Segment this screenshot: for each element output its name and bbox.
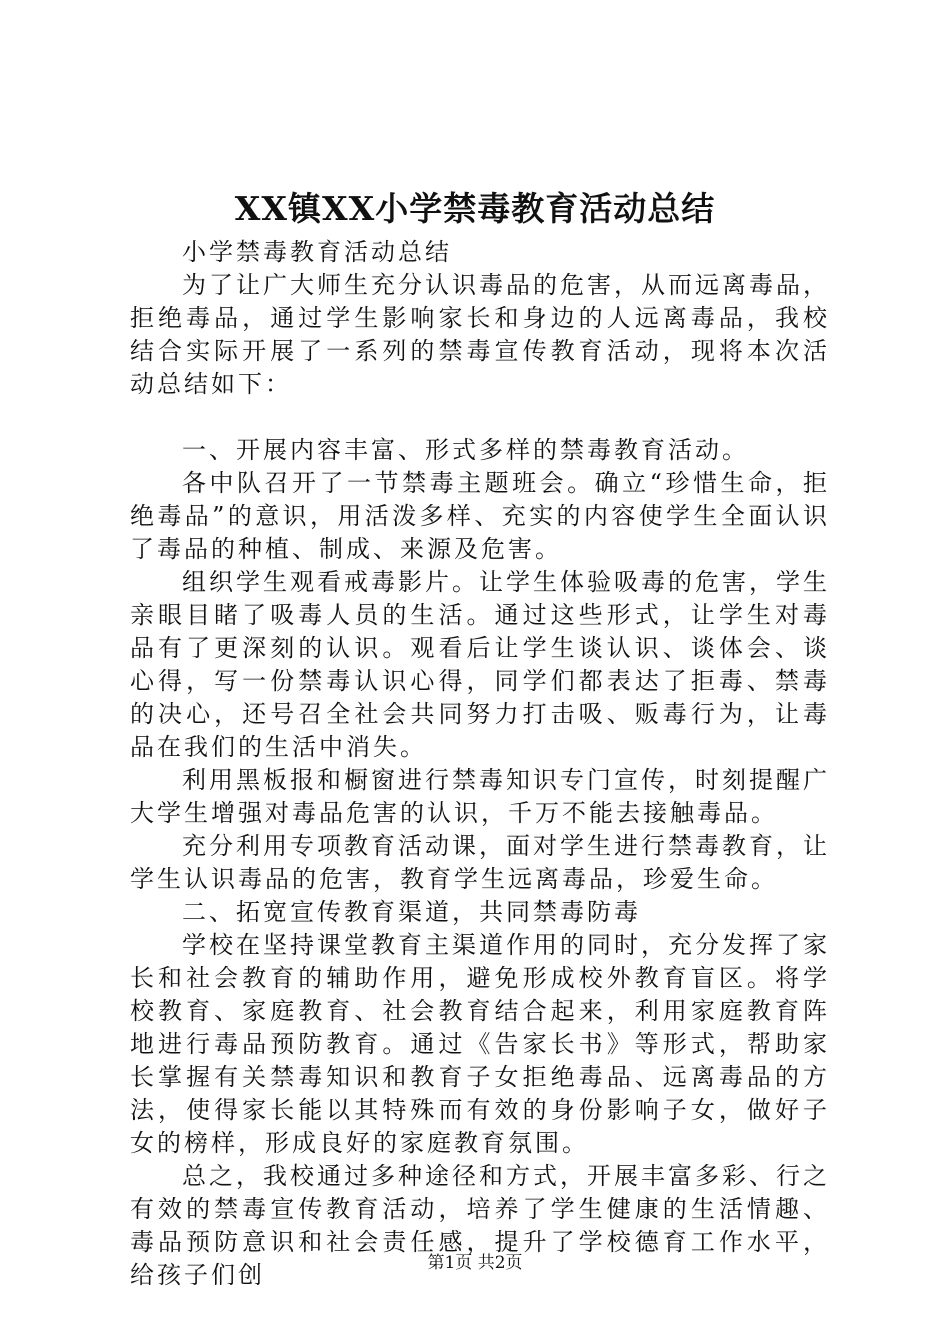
- page-number-footer: 第1页 共2页: [427, 1253, 523, 1273]
- document-body: [130, 236, 830, 1292]
- section-heading-1: 一、开展内容丰富、形式多样的禁毒教育活动。: [182, 436, 749, 464]
- blank-line: [130, 401, 830, 434]
- section-heading-2: 二、拓宽宣传教育渠道，共同禁毒防毒: [182, 898, 641, 926]
- body-paragraph: 总之，我校通过多种途径和方式，开展丰富多彩、行之有效的禁毒宣传教育活动，培养了学生健康的生活情趣、毒品预防意识和社会责任感，提升了学校德育工作水平，给孩子们创: [130, 1162, 830, 1289]
- body-paragraph: 各中队召开了一节禁毒主题班会。确立“珍惜生命，拒绝毒品”的意识，用活泼多样、充实的内容使学生全面认识了毒品的种植、制成、来源及危害。: [130, 469, 830, 563]
- body-paragraph: 利用黑板报和橱窗进行禁毒知识专门宣传，时刻提醒广大学生增强对毒品危害的认识，千万不能去接触毒品。: [130, 766, 830, 827]
- document-title: XX镇XX小学禁毒教育活动总结: [234, 189, 716, 228]
- body-paragraph: 充分利用专项教育活动课，面对学生进行禁毒教育，让学生认识毒品的危害，教育学生远离毒品，珍爱生命。: [130, 832, 830, 893]
- body-paragraph: 学校在坚持课堂教育主渠道作用的同时，充分发挥了家长和社会教育的辅助作用，避免形成校外教育盲区。将学校教育、家庭教育、社会教育结合起来，利用家庭教育阵地进行毒品预防教育。通过《告家长书》等形式，帮助家长掌握有关禁毒知识和教育子女拒绝毒品、远离毒品的方法，使得家长能以其特殊而有效的身份影响子女，做好子女的榜样，形成良好的家庭教育氛围。: [130, 931, 830, 1157]
- body-paragraph: 组织学生观看戒毒影片。让学生体验吸毒的危害，学生亲眼目睹了吸毒人员的生活。通过这些形式，让学生对毒品有了更深刻的认识。观看后让学生谈认识、谈体会、谈心得，写一份禁毒认识心得，同学们都表达了拒毒、禁毒的决心，还号召全社会共同努力打击吸、贩毒行为，让毒品在我们的生活中消失。: [130, 568, 830, 761]
- subtitle-paragraph: 小学禁毒教育活动总结: [182, 238, 452, 266]
- intro-paragraph: 为了让广大师生充分认识毒品的危害，从而远离毒品，拒绝毒品，通过学生影响家长和身边的人远离毒品，我校结合实际开展了一系列的禁毒宣传教育活动，现将本次活动总结如下：: [130, 271, 830, 398]
